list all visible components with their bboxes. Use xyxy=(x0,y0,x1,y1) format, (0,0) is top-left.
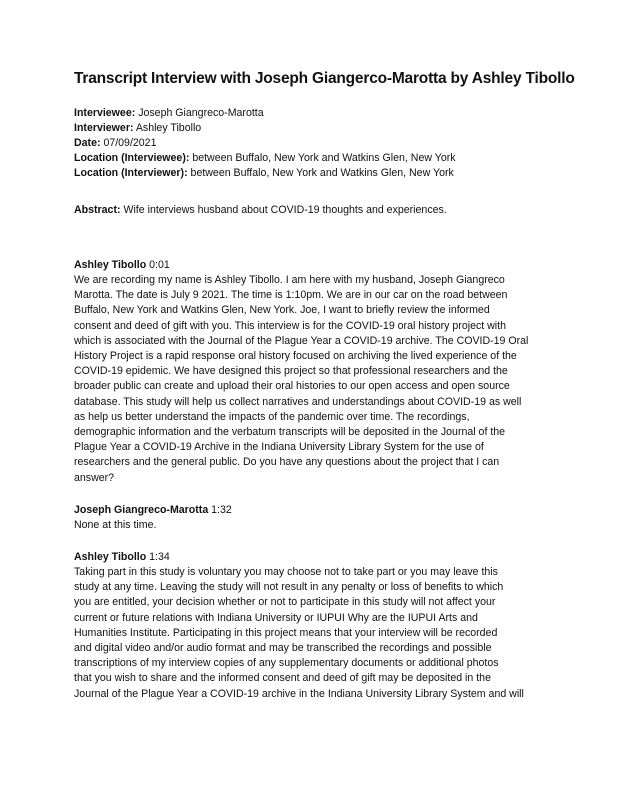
utterance-line: answer? xyxy=(74,471,115,484)
utterance-line: you are entitled, your decision whether or not to participate in this study will not affect your xyxy=(74,596,496,609)
utterance-line: database. This study will help us collect narratives and understandings about COVID-19 as well xyxy=(74,395,522,408)
metadata-location-interviewer xyxy=(74,166,554,181)
utterance-line: as help us better understand the impacts of the pandemic over time. The recordings, xyxy=(74,410,470,423)
utterance-line: Humanities Institute. Participating in this project means that your interview will be recorded xyxy=(74,626,498,639)
timestamp: 1:34 xyxy=(146,551,170,564)
metadata-label: Interviewee: xyxy=(74,107,136,119)
timestamp: 0:01 xyxy=(146,259,170,271)
metadata-value: between Buffalo, New York and Watkins Glen, New York xyxy=(189,152,456,164)
metadata-location-interviewee xyxy=(74,151,554,166)
transcript-turn xyxy=(74,258,554,486)
utterance-line: Plague Year a COVID-19 Archive in the Indiana University Library System for the use of xyxy=(74,441,484,454)
metadata-interviewer xyxy=(74,121,554,136)
utterance-line: broader public can create and upload their oral histories to our open access and open source xyxy=(74,380,510,393)
abstract-label: Abstract: xyxy=(74,204,121,216)
metadata-label: Interviewer: xyxy=(74,122,134,134)
utterance-line: current or future relations with Indiana University or IUPUI Why are the IUPUI Arts and xyxy=(74,611,478,624)
utterance-line: COVID-19 epidemic. We have designed this project so that professional researchers and the xyxy=(74,365,508,378)
metadata-value: 07/09/2021 xyxy=(100,137,157,149)
utterance-line: Buffalo, New York and Watkins Glen, New York. Joe, I want to briefly review the informed xyxy=(74,304,490,317)
speaker-line xyxy=(74,503,554,518)
utterance-line: study at any time. Leaving the study will not result in any penalty or loss of benefits to which xyxy=(74,581,504,594)
utterance-line: consent and deed of gift with you. This interview is for the COVID-19 oral history project with xyxy=(74,319,506,332)
speaker-name: Ashley Tibollo xyxy=(74,551,147,564)
utterance-line: Marotta. The date is July 9 2021. The time is 1:10pm. We are in our car on the road between xyxy=(74,289,508,302)
utterance-line: which is associated with the Journal of the Plague Year a COVID-19 archive. The COVID-19 Oral xyxy=(74,334,529,347)
utterance-line: demographic information and the verbatum transcripts will be deposited in the Journal of the xyxy=(74,426,506,439)
transcript-body xyxy=(74,258,554,702)
speaker-name: Joseph Giangreco-Marotta xyxy=(74,503,209,516)
document-title: Transcript Interview with Joseph Giangerco-Marotta by Ashley Tibollo xyxy=(74,70,575,87)
abstract-text: Wife interviews husband about COVID-19 thoughts and experiences. xyxy=(120,204,447,216)
utterance-line: History Project is a rapid response oral history focused on archiving the lived experience of the xyxy=(74,350,517,363)
metadata-label: Location (Interviewer): xyxy=(74,167,188,179)
metadata-value: Ashley Tibollo xyxy=(133,122,202,134)
utterance-line: that you wish to share and the informed consent and deed of gift may be deposited in the xyxy=(74,672,491,685)
metadata-value: Joseph Giangreco-Marotta xyxy=(135,107,264,119)
timestamp: 1:32 xyxy=(208,503,232,516)
metadata-value: between Buffalo, New York and Watkins Glen, New York xyxy=(187,167,454,179)
utterance-line: and digital video and/or audio format and may be transcribed the recordings and possible xyxy=(74,642,492,655)
speaker-line xyxy=(74,258,554,273)
utterance-line: Journal of the Plague Year a COVID-19 archive in the Indiana University Library System and will xyxy=(74,687,524,700)
utterance-line: None at this time. xyxy=(74,518,157,531)
abstract xyxy=(74,203,554,218)
metadata-label: Location (Interviewee): xyxy=(74,152,190,164)
metadata-interviewee xyxy=(74,106,554,121)
utterance-line: We are recording my name is Ashley Tibollo. I am here with my husband, Joseph Giangreco xyxy=(74,274,505,286)
document-page xyxy=(74,70,575,719)
speaker-line xyxy=(74,550,554,565)
utterance-text xyxy=(74,518,554,533)
metadata-label: Date: xyxy=(74,137,101,149)
utterance-line: Taking part in this study is voluntary you may choose not to take part or you may leave this xyxy=(74,566,498,579)
transcript-turn xyxy=(74,550,554,702)
utterance-line: transcriptions of my interview copies of any supplementary documents or additional photos xyxy=(74,657,499,670)
utterance-text xyxy=(74,565,554,702)
utterance-line: researchers and the general public. Do you have any questions about the project that I can xyxy=(74,456,500,469)
transcript-turn xyxy=(74,503,554,533)
metadata-block xyxy=(74,106,554,181)
metadata-date xyxy=(74,136,554,151)
utterance-text xyxy=(74,273,554,486)
speaker-name: Ashley Tibollo xyxy=(74,259,147,271)
